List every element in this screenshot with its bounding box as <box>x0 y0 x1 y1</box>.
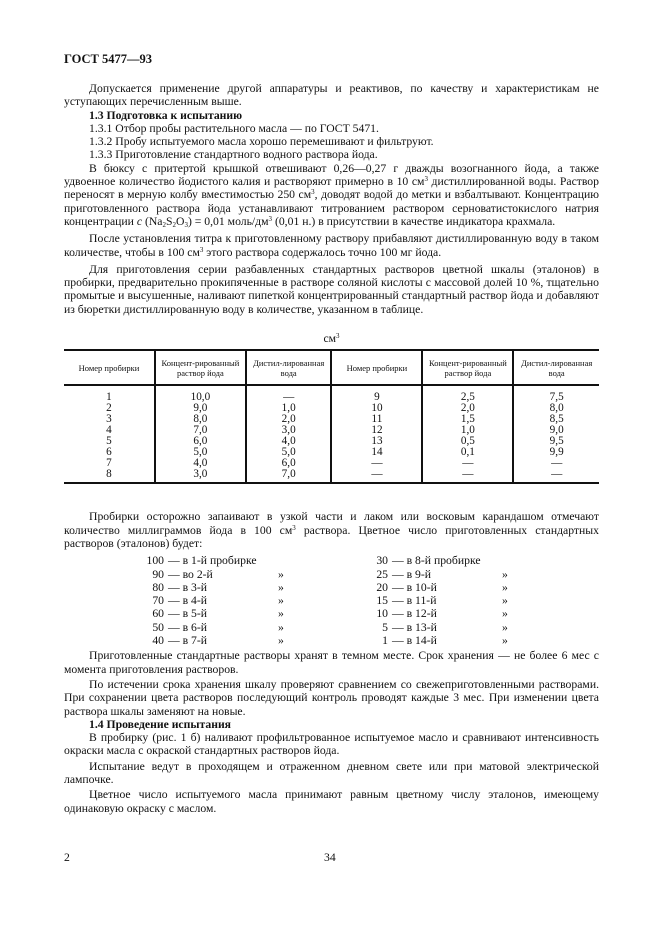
table-cell: 8 <box>106 468 112 481</box>
list-entry-text: » <box>502 567 508 581</box>
table-cell: 3 <box>106 413 112 426</box>
table-cell: 5,0 <box>155 447 246 458</box>
paragraph: Приготовленные стандартные растворы хранят в темном месте. Срок хранения — не более 6 мес с момента приготовления растворов. <box>64 649 599 676</box>
table-cell: 1,5 <box>422 414 513 425</box>
table-cell: — <box>331 458 422 469</box>
table-header-cell: Дистил-лированная вода <box>246 350 332 385</box>
footer-page-number: 2 <box>64 850 70 864</box>
table-header-cell: Номер пробирки <box>331 350 422 385</box>
section-standards <box>64 510 599 550</box>
table-cell: 2,5 <box>422 385 513 403</box>
table-row <box>64 469 599 483</box>
table-cell: 4,0 <box>246 436 332 447</box>
table-row <box>64 425 599 436</box>
table-cell: 2,0 <box>422 403 513 414</box>
list-entry-text: — в 5-й <box>168 607 208 621</box>
page-column <box>64 0 599 865</box>
list-entry-text: » <box>278 580 284 594</box>
list-entry-text: » <box>502 607 508 621</box>
table-cell: — <box>331 469 422 483</box>
list-entry-text: — в 8-й пробирке <box>392 554 481 568</box>
table-cell: 9,9 <box>513 447 599 458</box>
list-entry-text: — в 11-й <box>392 594 437 608</box>
table-cell: 9,0 <box>155 403 246 414</box>
list-entry-text: — в 1-й пробирке <box>168 554 257 568</box>
section-heading: 1.4 Проведение испытания <box>89 717 231 731</box>
list-entry-text: — в 10-й <box>392 580 437 594</box>
section-1-3 <box>64 82 599 316</box>
dilution-table <box>64 349 599 484</box>
paragraph: Для приготовления серии разбавленных стандартных растворов цветной шкалы (эталонов) в пробирки, предварительно прокипяченные в растворе соляной кислоты с массовой долей 10 %, тщательно промытые и высушенные, наливают пипеткой концентрированный стандартный раствор йода и добавляют из бюретки дистиллированную воду в количестве, указанном в таблице. <box>64 262 599 316</box>
list-entry-text: — в 12-й <box>392 607 437 621</box>
list-entry-text: 70 <box>152 594 164 608</box>
list-entry-text: » <box>278 594 284 608</box>
table-cell: 6,0 <box>155 436 246 447</box>
list-entry-text: » <box>502 620 508 634</box>
table-row <box>64 403 599 414</box>
list-entry-text: » <box>278 567 284 581</box>
table-cell: 7 <box>106 457 112 470</box>
table-cell: 8,0 <box>155 414 246 425</box>
table-row <box>64 458 599 469</box>
list-entry-text <box>502 554 532 567</box>
footer-sheet-number: 34 <box>324 850 336 864</box>
table-cell: 9,0 <box>513 425 599 436</box>
list-entry-text: 60 <box>152 607 164 621</box>
table-cell: 9,5 <box>513 436 599 447</box>
table-row <box>64 385 599 403</box>
paragraph: В пробирку (рис. 1 б) наливают профильтрованное испытуемое масло и сравнивают интенсивность окраски масла с окраской стандартных растворов йода. <box>64 731 599 758</box>
paragraph: Испытание ведут в проходящем и отраженном дневном свете или при матовой электрической лампочке. <box>64 759 599 786</box>
paragraph: Пробирки осторожно запаивают в узкой части и лаком или восковым карандашом отмечают количество миллиграммов йода в 100 $см^3$ раствора. Цветное число приготовленных стандартных растворов (эталонов) будет: <box>64 510 599 550</box>
list-entry-text: 25 <box>376 567 388 581</box>
list-entry-text: » <box>278 607 284 621</box>
document-header: ГОСТ 5477—93 <box>64 52 153 66</box>
paragraph: Допускается применение другой аппаратуры и реактивов, по качеству и характеристикам не уступающих перечисленным выше. <box>64 82 599 109</box>
table-row <box>64 447 599 458</box>
table-cell: 12 <box>331 425 422 436</box>
table-header-cell: Дистил-лированная вода <box>513 350 599 385</box>
table-row <box>64 436 599 447</box>
table-cell: 0,5 <box>422 436 513 447</box>
list-entry-text: — в 9-й <box>392 567 432 581</box>
paragraph: В бюксу с притертой крышкой отвешивают 0,26—0,27 г дважды возогнанного йода, а также удвоенное количество йодистого калия и растворяют примерно в 10 $см^3$ дистиллированной воды. Раствор переносят в мерную колбу вместимостью 250 $см^3$, доводят водой до метки и взбалтывают. Концентрацию приготовленного раствора йода устанавливают титрованием раствором серноватистокислого натрия концентрации c $(Na_2S_2O_3) = 0,01$ моль/$дм^3$ (0,01 н.) в присутствии в качестве индикатора крахмала. <box>64 161 599 229</box>
list-entry-text: » <box>278 620 284 634</box>
paragraph: 1.3.3 Приготовление стандартного водного раствора йода. <box>89 148 378 162</box>
table-cell: 5 <box>106 435 112 448</box>
list-entry-text: 15 <box>376 594 388 608</box>
table-cell: 11 <box>331 414 422 425</box>
table-header-cell: Концент-рированный раствор йода <box>422 350 513 385</box>
table-cell: 2 <box>106 402 112 415</box>
table-cell: — <box>246 385 332 403</box>
table-cell: — <box>422 469 513 483</box>
table-cell: — <box>513 469 599 483</box>
paragraph: По истечении срока хранения шкалу проверяют сравнением со свежеприготовленными растворами. При сохранении цвета растворов последующий контроль проводят каждые 3 мес. При изменении цвета раствора шкалы заменяют на новые. <box>64 677 599 718</box>
paragraph: 1.3.2 Пробу испытуемого масла хорошо перемешивают и фильтруют. <box>89 135 434 149</box>
table-cell: 14 <box>331 447 422 458</box>
table-cell: — <box>513 458 599 469</box>
list-entry-text: — в 3-й <box>168 580 208 594</box>
list-entry-text: 40 <box>152 634 164 648</box>
table-cell: 4,0 <box>155 458 246 469</box>
list-entry-text: 90 <box>152 567 164 581</box>
list-entry-text: » <box>502 634 508 648</box>
list-entry-text: — в 4-й <box>168 594 208 608</box>
list-entry-text: — во 2-й <box>168 567 213 581</box>
table-cell: 7,5 <box>513 385 599 403</box>
list-entry-text: » <box>502 594 508 608</box>
table-cell: 3,0 <box>155 469 246 483</box>
list-entry-text: 50 <box>152 620 164 634</box>
table-header-cell: Концент-рированный раствор йода <box>155 350 246 385</box>
section-1-4 <box>64 649 599 815</box>
table-header-cell: Номер пробирки <box>64 350 155 385</box>
table-cell: 6,0 <box>246 458 332 469</box>
section-heading: 1.3 Подготовка к испытанию <box>89 108 243 122</box>
table-cell: 8,5 <box>513 414 599 425</box>
table-cell: — <box>422 458 513 469</box>
table-cell: 10 <box>331 403 422 414</box>
page-footer <box>64 851 599 865</box>
color-number-list <box>130 554 599 647</box>
table-cell: 6 <box>106 446 112 459</box>
table-cell: 7,0 <box>246 469 332 483</box>
paragraph: 1.3.1 Отбор пробы растительного масла — по ГОСТ 5471. <box>89 121 379 135</box>
table-unit: $см^3$ <box>323 332 340 346</box>
table-cell: 2,0 <box>246 414 332 425</box>
table-cell: 4 <box>106 424 112 437</box>
list-entry-text: — в 13-й <box>392 620 437 634</box>
list-entry-text: 30 <box>376 554 388 568</box>
list-entry-text: » <box>502 580 508 594</box>
table-cell: 9 <box>331 385 422 403</box>
table-row <box>64 414 599 425</box>
table-cell: 1,0 <box>422 425 513 436</box>
table-cell: 3,0 <box>246 425 332 436</box>
paragraph: После установления титра к приготовленному раствору прибавляют дистиллированную воду в таком количестве, чтобы в 100 $см^3$ этого раствора содержалось точно 100 мг йода. <box>64 232 599 259</box>
list-entry-text: 1 <box>382 634 388 648</box>
table-cell: 0,1 <box>422 447 513 458</box>
list-entry-text: 10 <box>376 607 388 621</box>
list-entry-text: — в 6-й <box>168 620 208 634</box>
table-cell: 10,0 <box>155 385 246 403</box>
list-entry-text: 20 <box>376 580 388 594</box>
paragraph: Цветное число испытуемого масла принимают равным цветному числу эталонов, имеющему одинаковую окраску с маслом. <box>64 788 599 815</box>
list-entry-text: — в 7-й <box>168 634 208 648</box>
list-entry-text: 100 <box>146 554 164 568</box>
list-entry-text: 80 <box>152 580 164 594</box>
table-cell: 8,0 <box>513 403 599 414</box>
list-entry-text: 5 <box>382 620 388 634</box>
table-cell: 5,0 <box>246 447 332 458</box>
table-cell: 13 <box>331 436 422 447</box>
list-entry-text: — в 14-й <box>392 634 437 648</box>
table-cell: 1,0 <box>246 403 332 414</box>
list-entry-text <box>278 554 354 567</box>
list-entry-text: » <box>278 634 284 648</box>
table-cell: 7,0 <box>155 425 246 436</box>
table-cell: 1 <box>106 391 112 404</box>
